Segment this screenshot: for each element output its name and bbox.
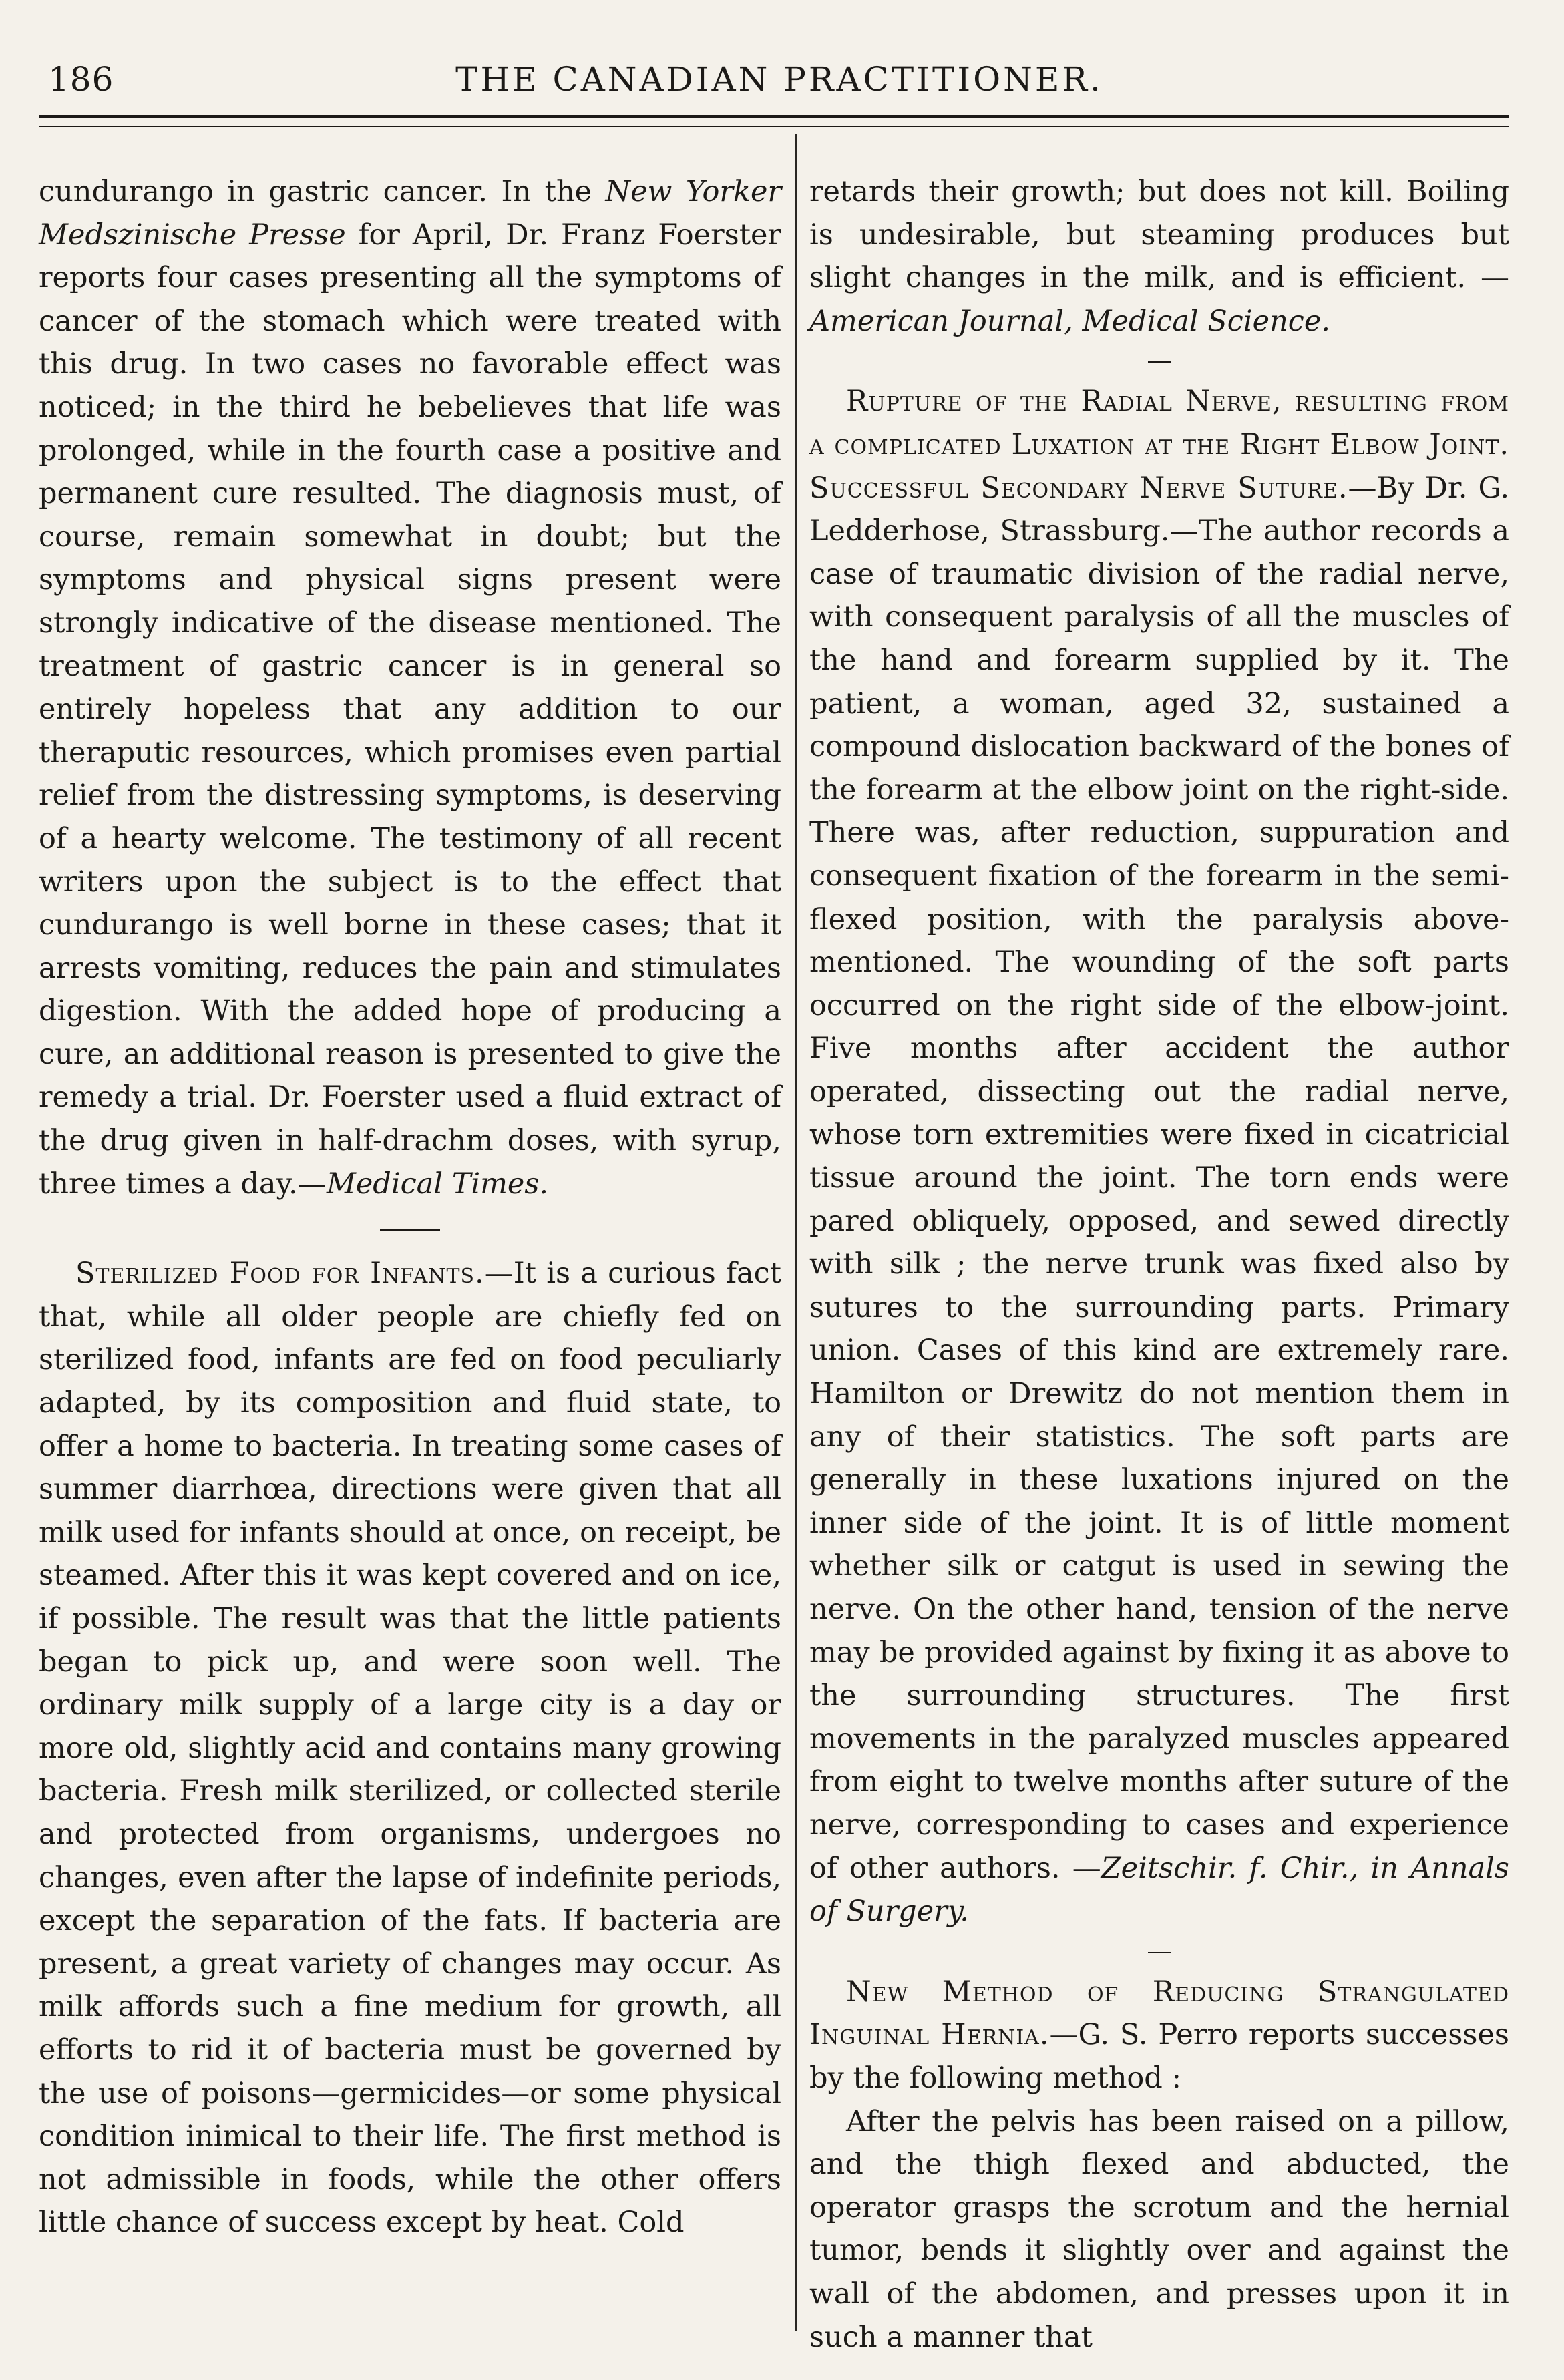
header-rule-thick	[39, 115, 1509, 118]
article-separator	[380, 1229, 440, 1231]
cundurango-journal: New Yorker Medszinische Presse	[39, 175, 782, 252]
sterilized-source: American Journal, Medical Science.	[809, 304, 1330, 338]
sterilized-cont-text: retards their growth; but does not kill. Boiling is undesirable, but steaming produces but slight changes in the milk, and is efficient. —	[809, 175, 1509, 295]
rupture-source: Zeitschir. f. Chir., in Annals of Surgery.	[809, 1851, 1510, 1929]
rupture-body: —The author records a case of traumatic division of the radial nerve, with consequent paralysis of all the muscles of the hand and forearm supplied by it. The patient, a woman, aged 32, sustained a compound dislocation backward of the bones of the forearm at the elbow joint on the right-side. There was, after reduction, suppuration and consequent fixation of the forearm in the semi-flexed position, with the paralysis above-mentioned. The wounding of the soft parts occurred on the right side of the elbow-joint. Five months after accident the author operated, dissecting out the radial nerve, whose torn extremities were fixed in cicatricial tissue around the joint. The torn ends were pared obliquely, opposed, and sewed directly with silk ; the nerve trunk was fixed also by sutures to the surrounding parts. Primary union. Cases of this kind are extremely rare. Hamilton or Drewitz do not mention them in any of their statistics. The soft parts are generally in these luxations injured on the inner side of the joint. It is of little moment whether silk or catgut is used in sewing the nerve. On the other hand, tension of the nerve may be provided against by fixing it as above to the surrounding structures. The first movements in the paralyzed muscles appeared from eight to twelve months after suture of the nerve, corresponding to cases and experience of other authors. —	[809, 514, 1509, 1885]
page-number: 186	[48, 60, 114, 99]
hernia-body: After the pelvis has been raised on a pillow, and the thigh flexed and abducted, the operator grasps the scrotum and the hernial tumor, bends it slightly over and against the wall of the abdomen, and presses upon it in such a manner that	[809, 2104, 1509, 2354]
cundurango-text-b: for April, Dr. Franz Foerster reports four cases presenting all the symptoms of cancer of the stomach which were treated with this drug. In two cases no favorable effect was noticed; in the third he bebelieves that life was prolonged, while in the fourth case a positive and permanent cure resulted. The diagnosis must, of course, remain somewhat in doubt; but the symptoms and physical signs present were strongly indicative of the disease mentioned. The treatment of gastric cancer is in general so entirely hopeless that any addition to our theraputic resources, which promises even partial relief from the distressing symptoms, is deserving of a hearty welcome. The testimony of all recent writers upon the subject is to the effect that cundurango is well borne in these cases; that it arrests vomiting, reduces the pain and stimulates digestion. With the added hope of producing a cure, an additional reason is presented to give the remedy a trial. Dr. Foerster used a fluid extract of the drug given in half-drachm doses, with syrup, three times a day.—	[39, 218, 781, 1201]
hernia-intro: —G. S. Perro reports successes by the following method :	[809, 2018, 1509, 2095]
rupture-heading: Rupture of the Radial Nerve, resulting from a complicated Luxation at the Right Elbow Joint. Successful Secondary Nerve Suture.	[809, 385, 1509, 505]
right-column	[809, 170, 1509, 2359]
page-header	[48, 60, 1511, 107]
sterilized-article	[39, 1252, 781, 2244]
rupture-article	[809, 380, 1509, 1933]
article-separator	[1148, 1952, 1171, 1953]
column-divider	[795, 134, 797, 2331]
sterilized-continuation	[809, 170, 1509, 343]
sterilized-body: —It is a curious fact that, while all older people are chiefly fed on sterilized food, infants are fed on food peculiarly adapted, by its composition and fluid state, to offer a home to bacteria. In treating some cases of summer diarrhœa, directions were given that all milk used for infants should at once, on receipt, be steamed. After this it was kept covered and on ice, if possible. The result was that the little patients began to pick up, and were soon well. The ordinary milk supply of a large city is a day or more old, slightly acid and contains many growing bacteria. Fresh milk sterilized, or collected sterile and protected from organisms, undergoes no changes, even after the lapse of indefinite periods, except the separation of the fats. If bacteria are present, a great variety of changes may occur. As milk affords such a fine medium for growth, all efforts to rid it of bacteria must be governed by the use of poisons—germicides—or some physical condition inimical to their life. The first method is not admissible in foods, while the other offers little chance of success except by heat. Cold	[39, 1257, 781, 2240]
cundurango-text-a: cundurango in gastric cancer. In the	[39, 175, 606, 208]
left-column	[39, 170, 781, 2244]
article-separator	[1148, 361, 1171, 363]
sterilized-heading: Sterilized Food for Infants.	[75, 1257, 485, 1291]
header-rule-thin	[39, 126, 1509, 127]
running-title: THE CANADIAN PRACTITIONER.	[455, 60, 1103, 99]
rupture-byline: —By Dr. G. Ledderhose, Strassburg.	[809, 471, 1509, 548]
cundurango-article	[39, 170, 781, 1205]
hernia-heading: New Method of Reducing Strangulated Inguinal Hernia.	[809, 1975, 1509, 2052]
cundurango-source: Medical Times.	[326, 1167, 549, 1201]
hernia-article	[809, 1971, 1509, 2100]
